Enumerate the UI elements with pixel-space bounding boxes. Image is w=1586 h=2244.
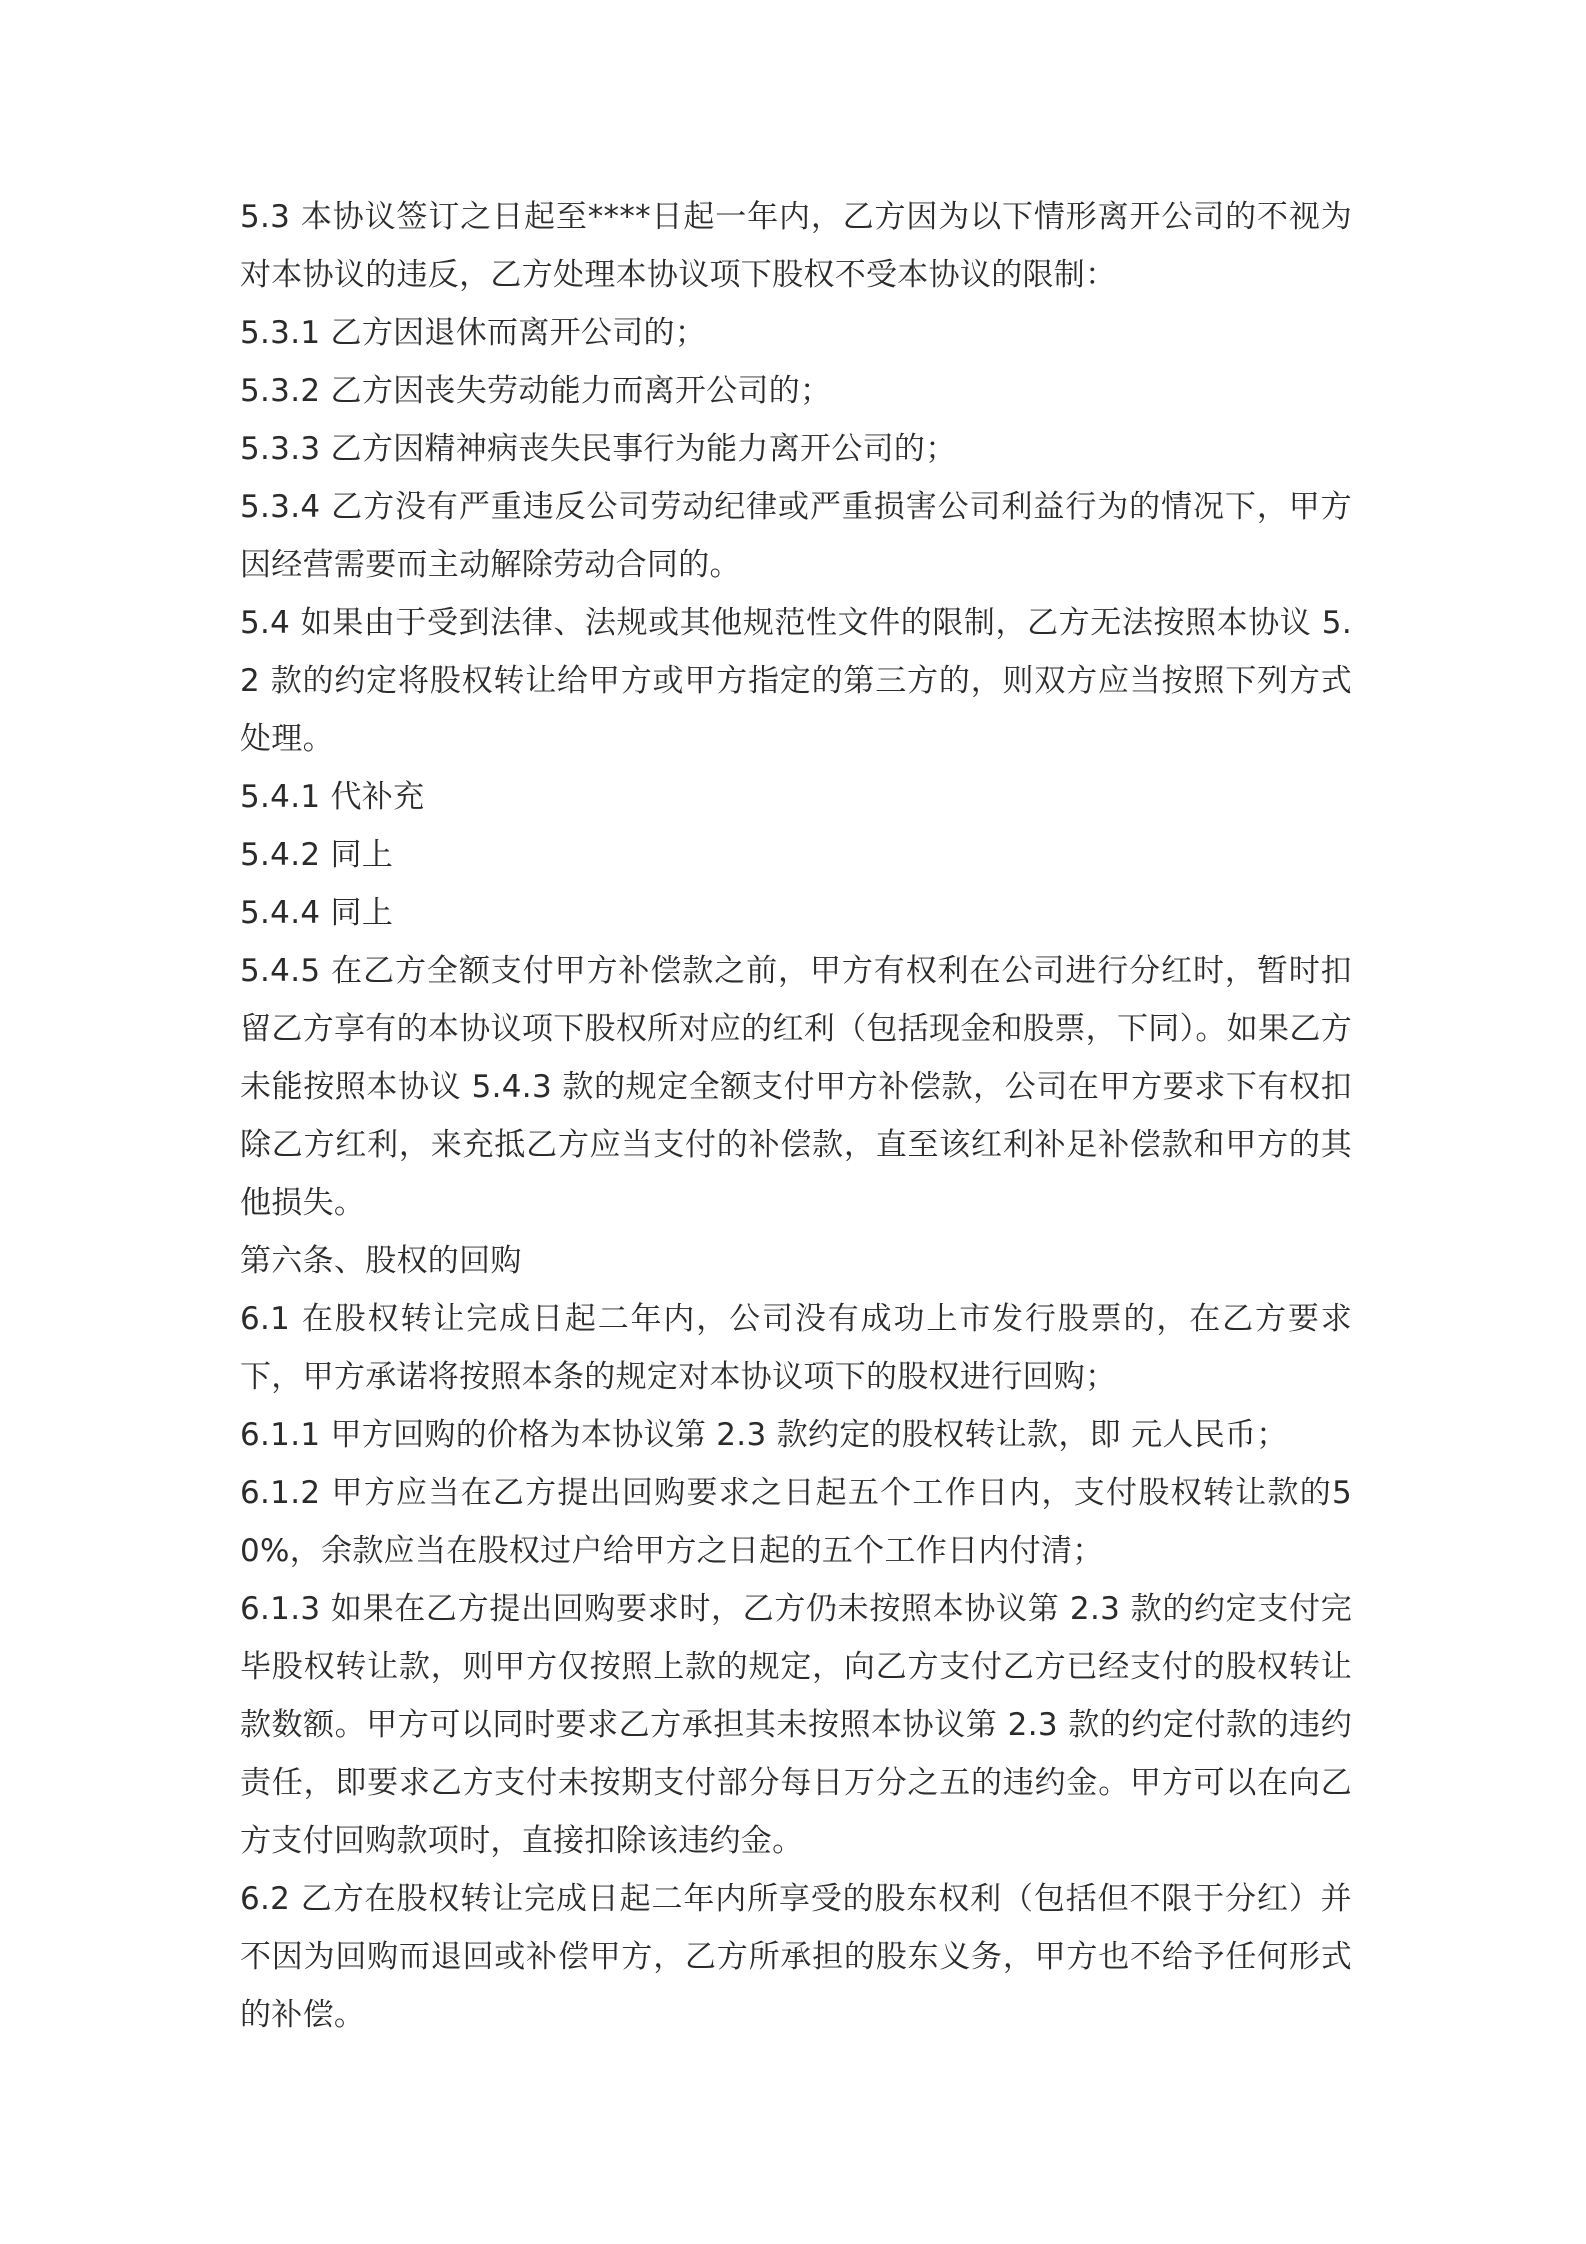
clause-6-1-1: 6.1.1 甲方回购的价格为本协议第 2.3 款约定的股权转让款，即 元人民币；: [240, 1417, 1288, 1453]
clause-5-3-2: 5.3.2 乙方因丧失劳动能力而离开公司的；: [240, 373, 832, 409]
clause-5-3: 5.3 本协议签订之日起至****日起一年内，乙方因为以下情形离开公司的不视为对本协议的违反，乙方处理本协议项下股权不受本协议的限制：: [240, 199, 1352, 293]
clause-6-2: 6.2 乙方在股权转让完成日起二年内所享受的股东权利（包括但不限于分红）并不因为回购而退回或补偿甲方，乙方所承担的股东义务，甲方也不给予任何形式的补偿。: [240, 1881, 1352, 2033]
clause-5-3-3: 5.3.3 乙方因精神病丧失民事行为能力离开公司的；: [240, 431, 957, 467]
clause-6-1-3: 6.1.3 如果在乙方提出回购要求时，乙方仍未按照本协议第 2.3 款的约定支付完毕股权转让款，则甲方仅按照上款的规定，向乙方支付乙方已经支付的股权转让款数额。甲方可以同时要求乙方承担其未按照本协议第 2.3 款的约定付款的违约责任，即要求乙方支付未按期支付部分每日万分之五的违约金。甲方可以在向乙方支付回购款项时，直接扣除该违约金。: [240, 1591, 1352, 1859]
clause-5-4: 5.4 如果由于受到法律、法规或其他规范性文件的限制，乙方无法按照本协议 5.2 款的约定将股权转让给甲方或甲方指定的第三方的，则双方应当按照下列方式处理。: [240, 605, 1352, 757]
clause-6-1-2: 6.1.2 甲方应当在乙方提出回购要求之日起五个工作日内，支付股权转让款的50%，余款应当在股权过户给甲方之日起的五个工作日内付清；: [240, 1475, 1352, 1569]
clause-5-3-4: 5.3.4 乙方没有严重违反公司劳动纪律或严重损害公司利益行为的情况下，甲方因经营需要而主动解除劳动合同的。: [240, 489, 1352, 583]
document-body: [240, 188, 1352, 2044]
clause-5-3-1: 5.3.1 乙方因退休而离开公司的；: [240, 315, 707, 351]
clause-6-1: 6.1 在股权转让完成日起二年内，公司没有成功上市发行股票的，在乙方要求下，甲方承诺将按照本条的规定对本协议项下的股权进行回购；: [240, 1301, 1352, 1395]
clause-5-4-5: 5.4.5 在乙方全额支付甲方补偿款之前，甲方有权利在公司进行分红时，暂时扣留乙方享有的本协议项下股权所对应的红利（包括现金和股票，下同）。如果乙方未能按照本协议 5.4.3 款的规定全额支付甲方补偿款，公司在甲方要求下有权扣除乙方红利，来充抵乙方应当支付的补偿款，直至该红利补足补偿款和甲方的其他损失。: [240, 953, 1352, 1221]
section-heading-article-6: 第六条、股权的回购: [240, 1243, 522, 1279]
clause-5-4-2: 5.4.2 同上: [240, 837, 394, 873]
clause-5-4-4: 5.4.4 同上: [240, 895, 394, 931]
clause-5-4-1: 5.4.1 代补充: [240, 779, 425, 815]
